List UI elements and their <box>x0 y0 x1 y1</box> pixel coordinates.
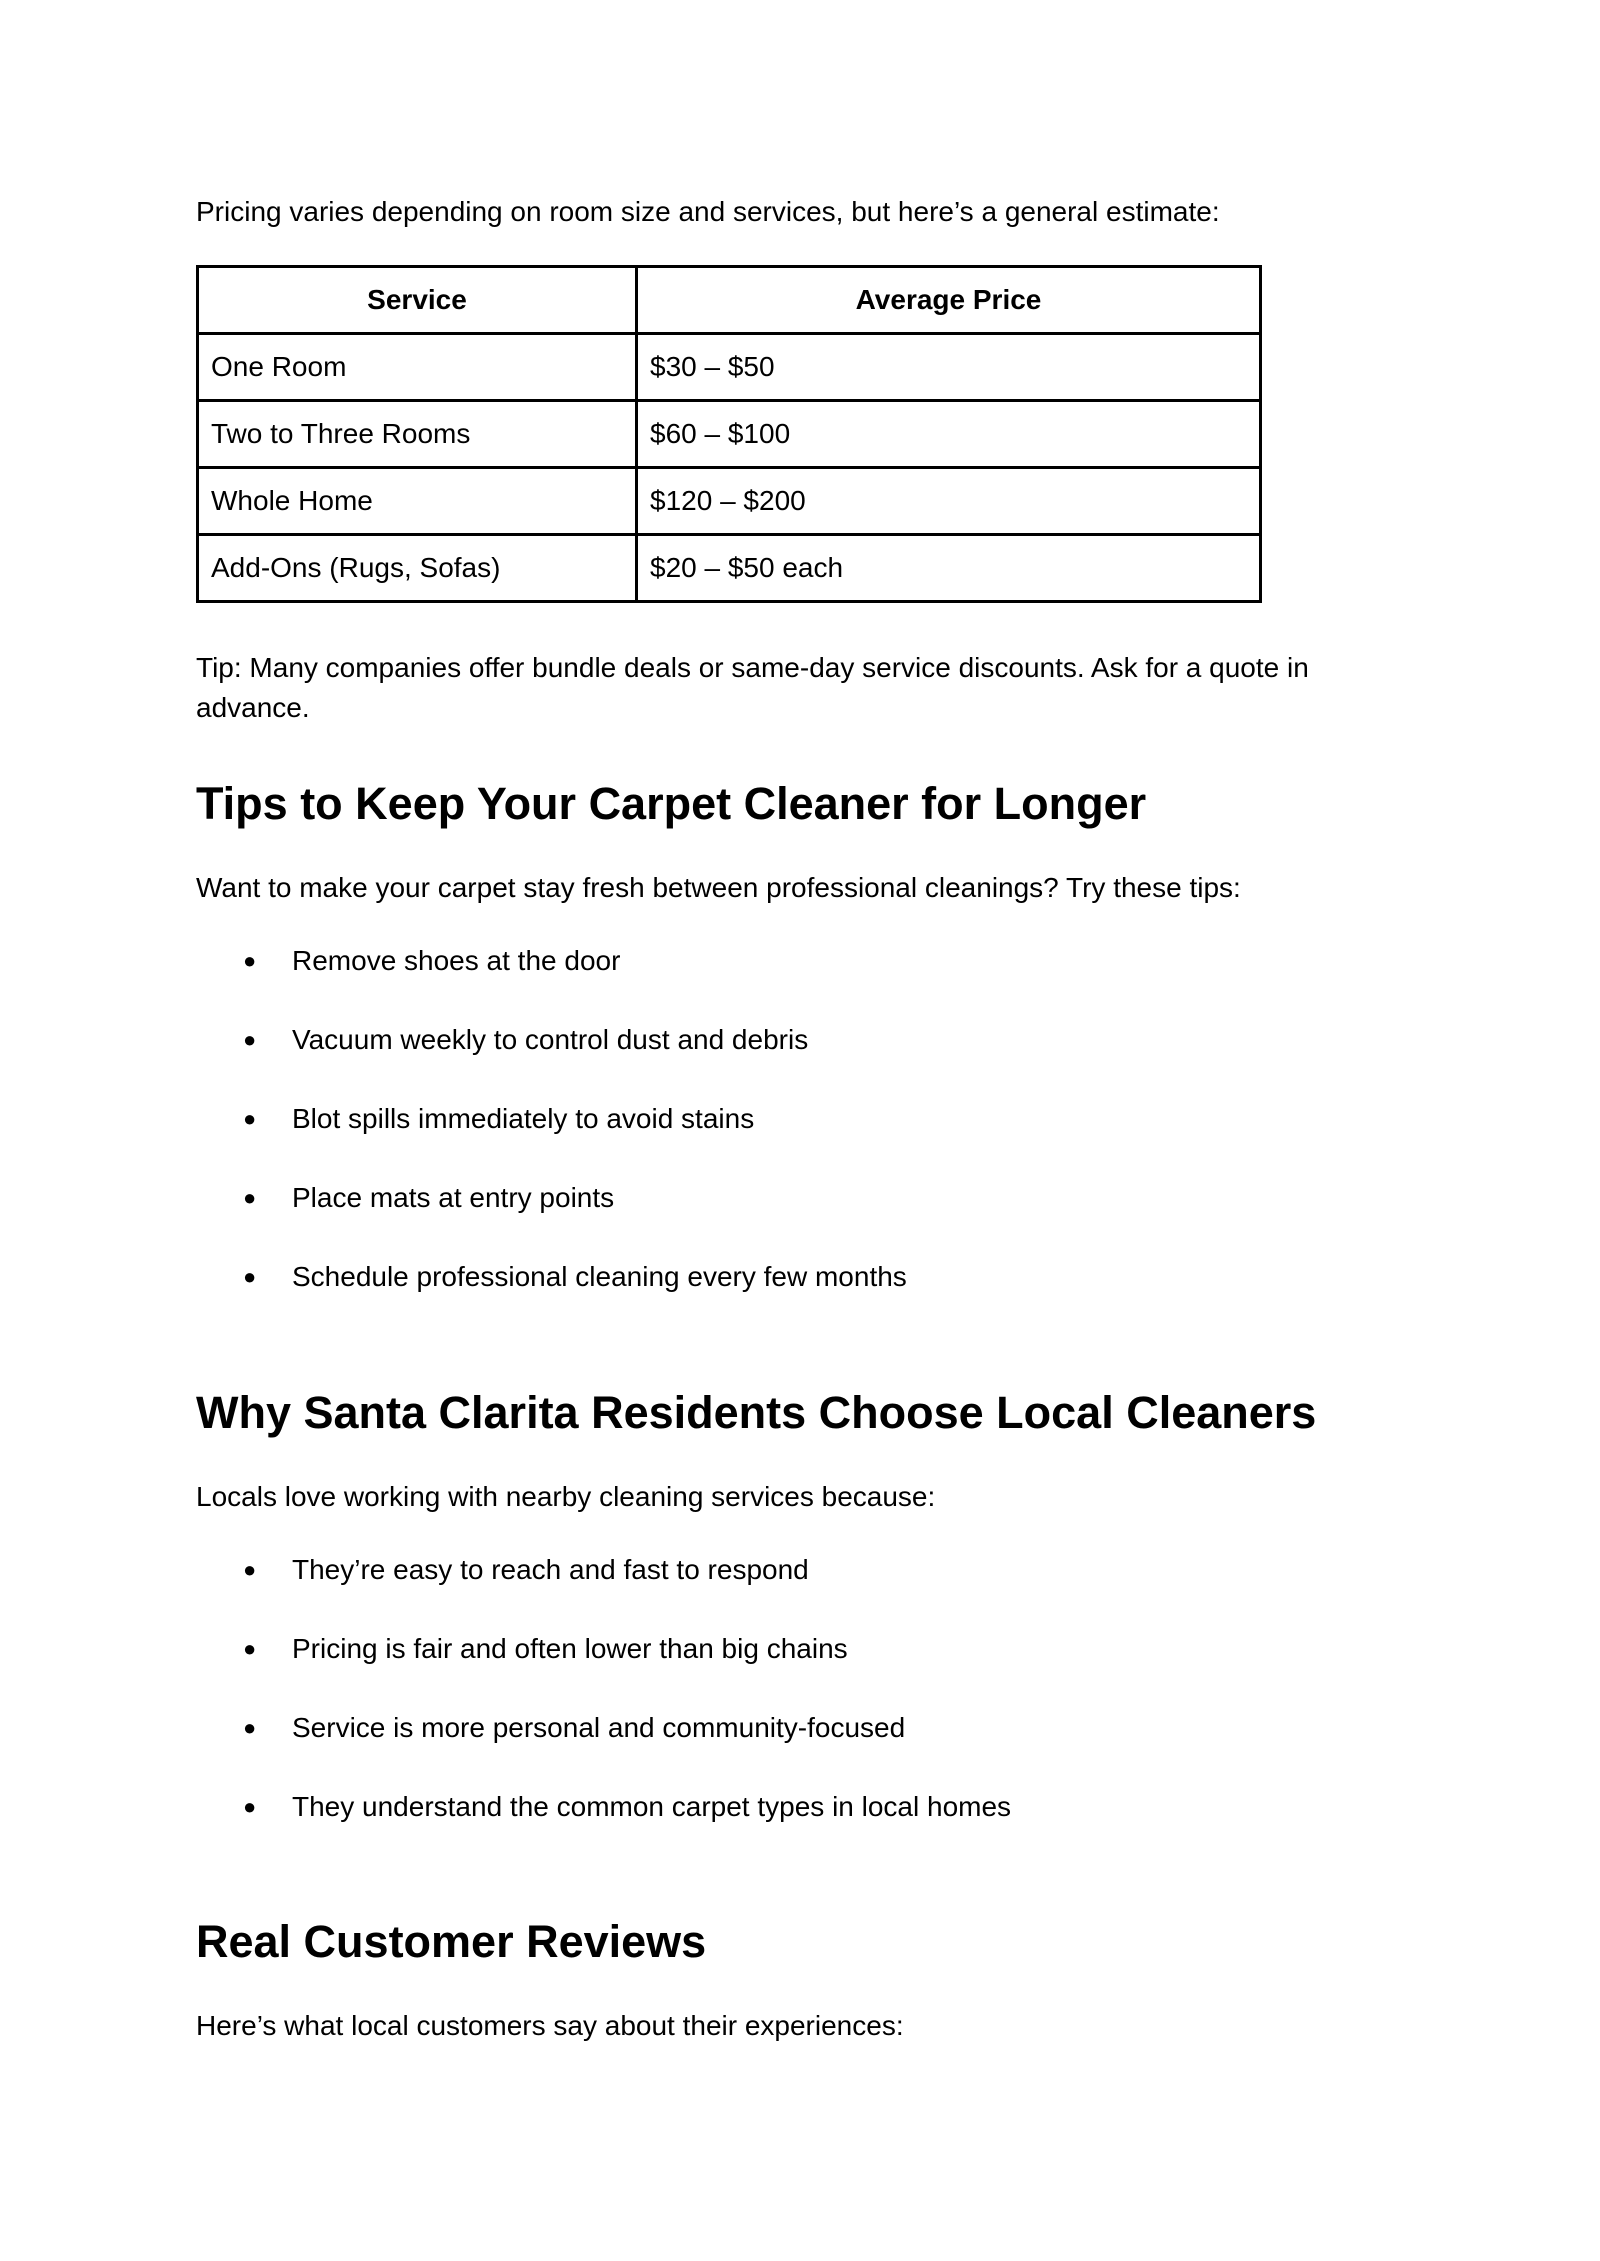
tips-intro: Want to make your carpet stay fresh between professional cleanings? Try these tips: <box>196 872 1241 903</box>
list-item-text: Schedule professional cleaning every few months <box>292 1261 907 1292</box>
list-item-text: They understand the common carpet types in local homes <box>292 1791 1012 1822</box>
price-cell: $30 – $50 <box>637 334 1261 401</box>
bullet-icon: ● <box>243 1557 257 1582</box>
tips-heading: Tips to Keep Your Carpet Cleaner for Longer <box>196 778 1147 829</box>
list-item <box>196 1257 907 1336</box>
reviews-heading: Real Customer Reviews <box>196 1916 707 1967</box>
bullet-icon: ● <box>243 948 257 973</box>
table-row <box>198 334 1261 401</box>
table-row <box>198 401 1261 468</box>
table-row <box>198 535 1261 602</box>
price-cell: $20 – $50 each <box>637 535 1261 602</box>
why-heading: Why Santa Clarita Residents Choose Local Cleaners <box>196 1387 1317 1438</box>
price-cell: $60 – $100 <box>637 401 1261 468</box>
service-cell: One Room <box>198 334 637 401</box>
service-cell: Whole Home <box>198 468 637 535</box>
tip-paragraph: Tip: Many companies offer bundle deals or same-day service discounts. Ask for a quote in advance. <box>196 652 1309 723</box>
service-cell: Two to Three Rooms <box>198 401 637 468</box>
tips-list <box>196 941 907 1336</box>
header-average-price: Average Price <box>637 267 1261 334</box>
bullet-icon: ● <box>243 1715 257 1740</box>
list-item <box>196 1708 1011 1787</box>
pricing-table <box>196 265 1262 603</box>
list-item-text: Place mats at entry points <box>292 1182 615 1213</box>
bullet-icon: ● <box>243 1794 257 1819</box>
list-item <box>196 941 907 1020</box>
bullet-icon: ● <box>243 1636 257 1661</box>
list-item-text: They’re easy to reach and fast to respond <box>292 1554 809 1585</box>
why-intro: Locals love working with nearby cleaning services because: <box>196 1481 936 1512</box>
list-item <box>196 1178 907 1257</box>
table-header-row <box>198 267 1261 334</box>
bullet-icon: ● <box>243 1185 257 1210</box>
list-item <box>196 1099 907 1178</box>
list-item-text: Service is more personal and community-focused <box>292 1712 906 1743</box>
table-row <box>198 468 1261 535</box>
list-item-text: Vacuum weekly to control dust and debris <box>292 1024 809 1055</box>
bullet-icon: ● <box>243 1106 257 1131</box>
why-list <box>196 1550 1011 1866</box>
list-item <box>196 1020 907 1099</box>
list-item-text: Remove shoes at the door <box>292 945 621 976</box>
bullet-icon: ● <box>243 1027 257 1052</box>
list-item-text: Pricing is fair and often lower than big chains <box>292 1633 848 1664</box>
pricing-intro: Pricing varies depending on room size and services, but here’s a general estimate: <box>196 196 1220 227</box>
list-item <box>196 1629 1011 1708</box>
reviews-intro: Here’s what local customers say about their experiences: <box>196 2010 904 2041</box>
list-item-text: Blot spills immediately to avoid stains <box>292 1103 755 1134</box>
service-cell: Add-Ons (Rugs, Sofas) <box>198 535 637 602</box>
price-cell: $120 – $200 <box>637 468 1261 535</box>
list-item <box>196 1787 1011 1866</box>
header-service: Service <box>198 267 637 334</box>
bullet-icon: ● <box>243 1264 257 1289</box>
list-item <box>196 1550 1011 1629</box>
